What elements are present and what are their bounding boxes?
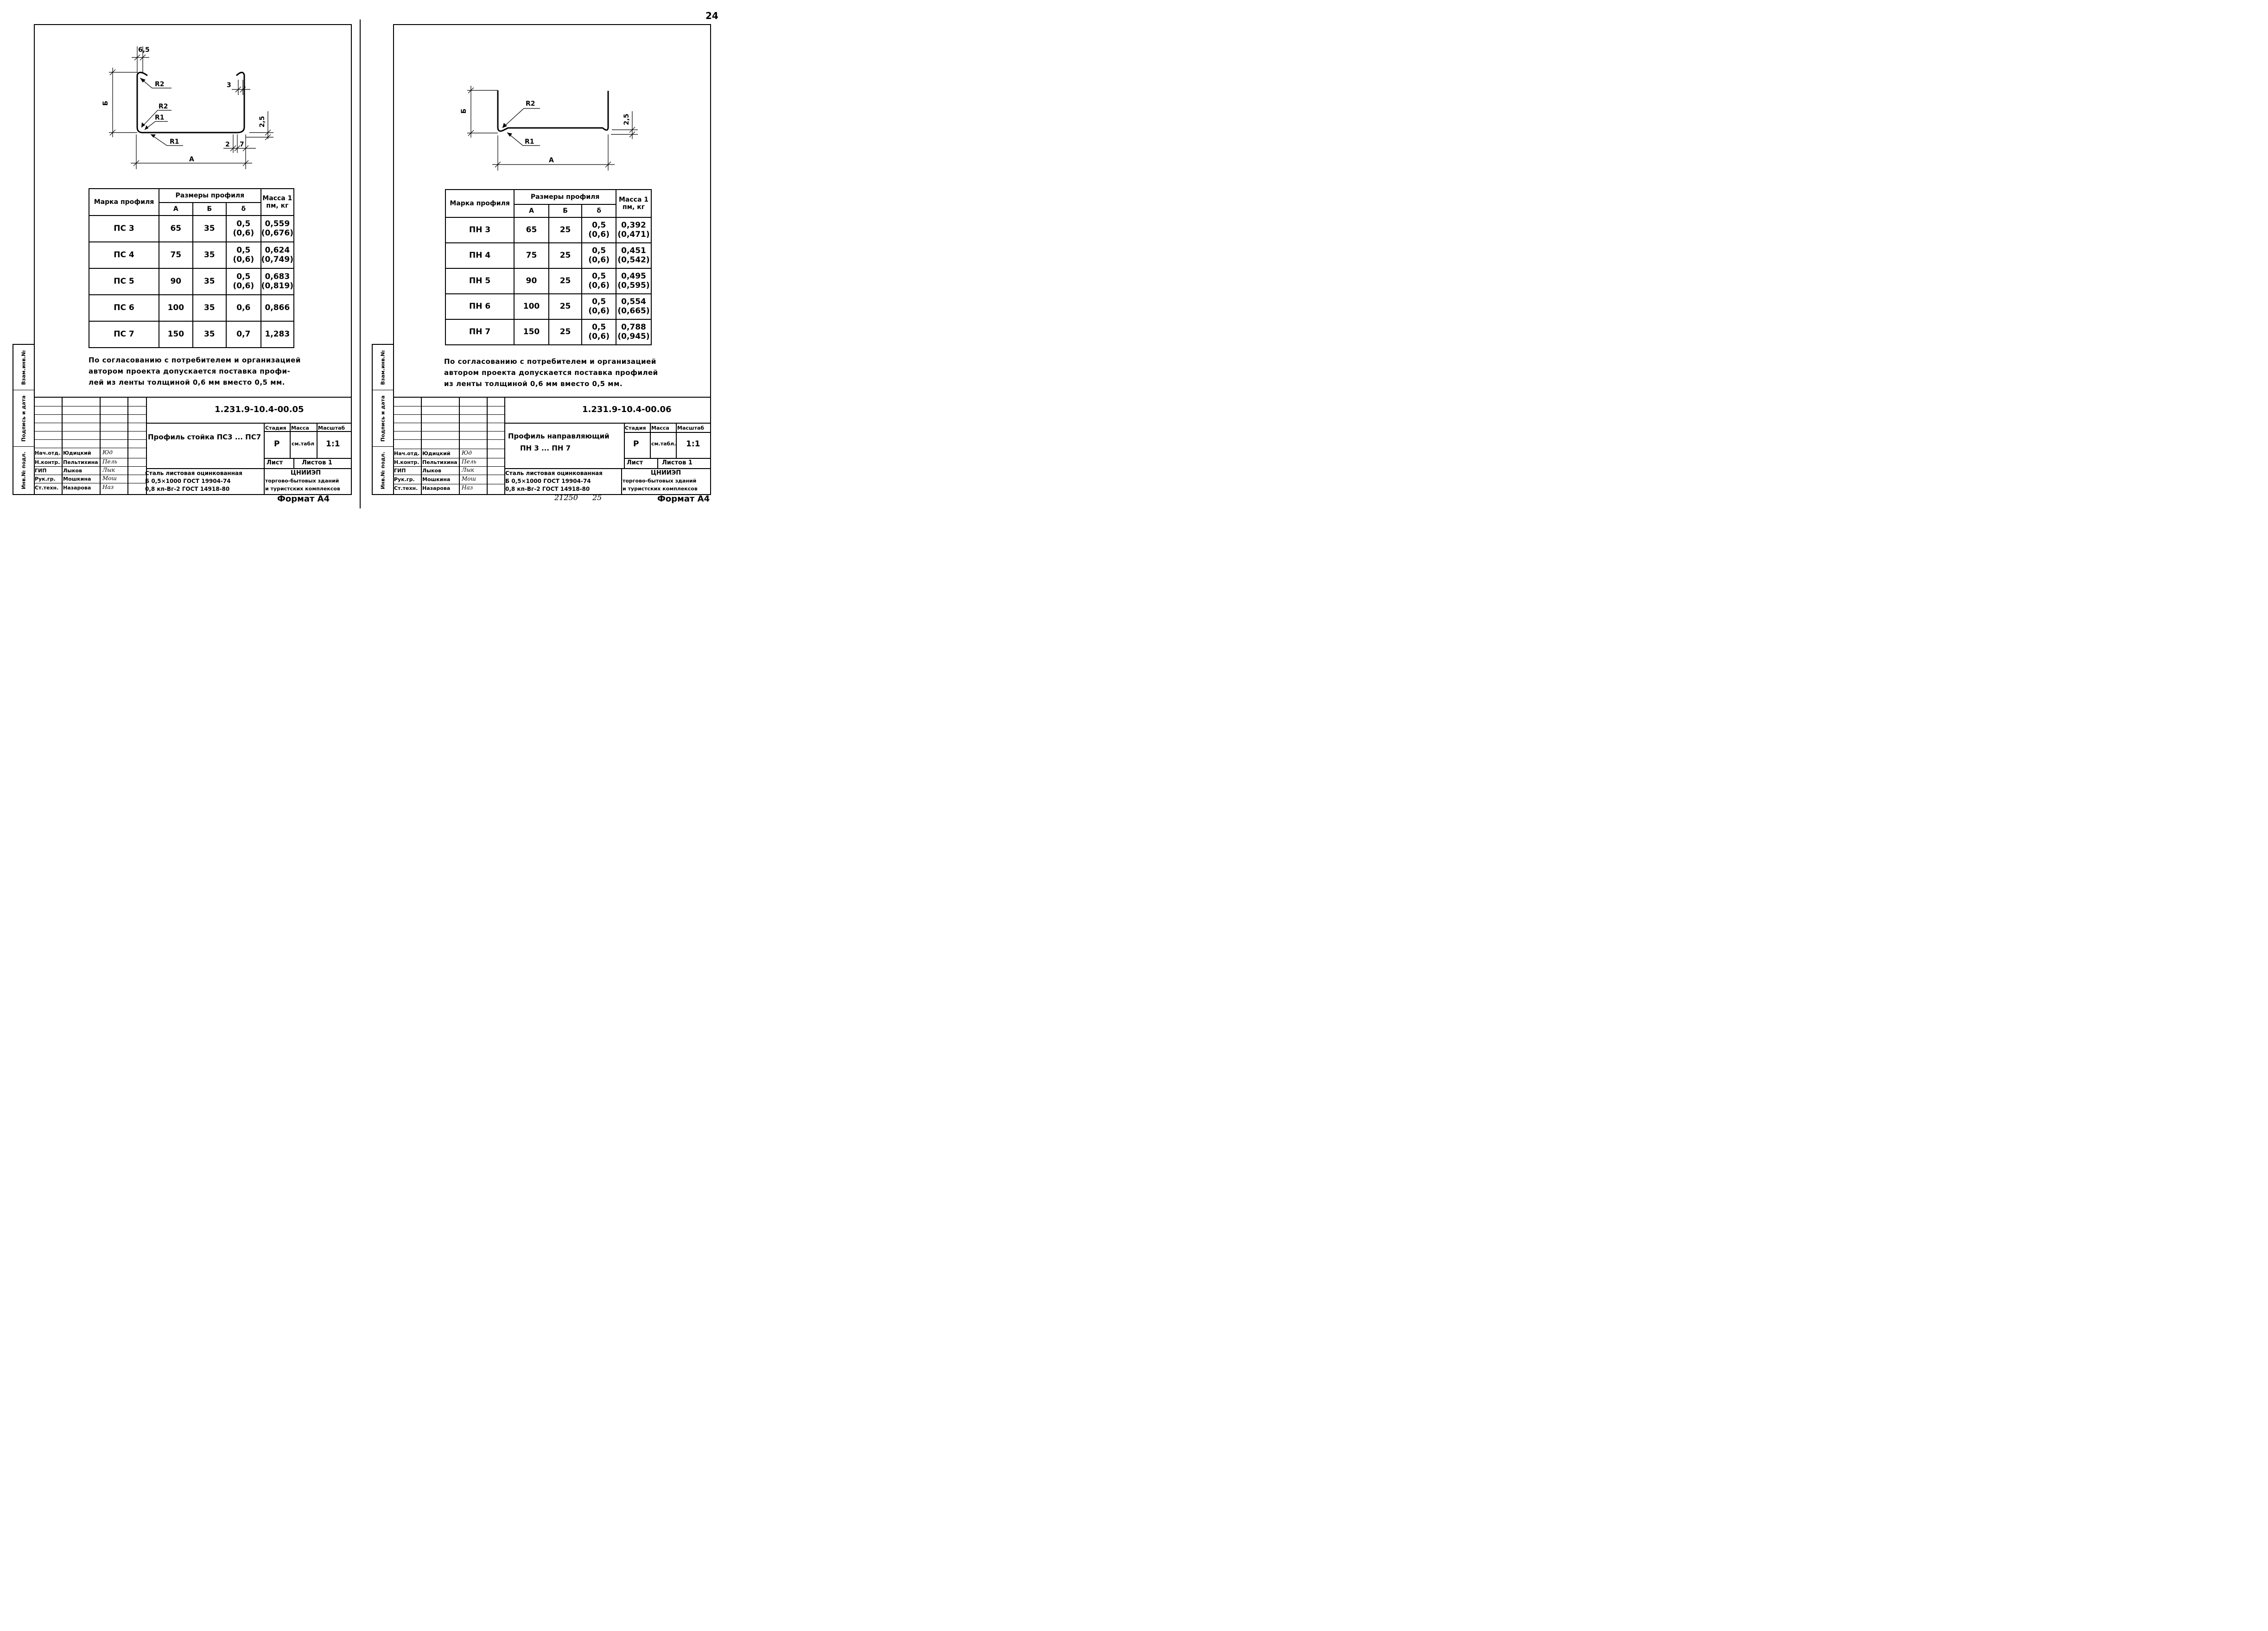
cell-thickness: 0,5 (0,6) bbox=[226, 268, 261, 295]
signature-1: Юд bbox=[462, 450, 472, 456]
role-4: Рук.гр. bbox=[35, 476, 56, 482]
mass-value: см.табл bbox=[292, 441, 315, 447]
doc-title: Профиль направляющий bbox=[508, 432, 610, 440]
col-header-b: Б bbox=[549, 204, 582, 217]
cell-mark: ПН 6 bbox=[445, 294, 514, 319]
role-1: Нач.отд. bbox=[394, 451, 420, 457]
col-header-a: А bbox=[514, 204, 549, 217]
cell-mass: 0,866 bbox=[261, 295, 294, 321]
material-line-2: Б 0,5×1000 ГОСТ 19904-74 bbox=[505, 478, 591, 484]
signature-2: Пель bbox=[102, 458, 117, 465]
dim-cut-a: 2 bbox=[225, 141, 230, 148]
doc-code: 1.231.9-10.4-00.05 bbox=[215, 405, 304, 414]
doc-title-2: ПН 3 ... ПН 7 bbox=[520, 444, 571, 452]
table-row bbox=[89, 268, 294, 295]
side-label-inv: Взам.инв.№ bbox=[20, 349, 27, 385]
material-line-1: Сталь листовая оцинкованная bbox=[505, 470, 603, 476]
profile-drawing-pn bbox=[0, 0, 725, 185]
cell-mark: ПС 7 bbox=[89, 321, 159, 348]
dim-cut-b: 7 bbox=[240, 141, 244, 148]
format-label: Формат А4 bbox=[657, 494, 710, 504]
cell-thickness: 0,6 bbox=[226, 295, 261, 321]
cell-a: 75 bbox=[514, 243, 549, 268]
role-2: Н.контр. bbox=[35, 459, 60, 465]
cell-mark: ПН 3 bbox=[445, 217, 514, 243]
table-row bbox=[445, 268, 651, 294]
cell-a: 90 bbox=[514, 268, 549, 294]
mass-value: см.табл. bbox=[651, 441, 676, 447]
table-row bbox=[89, 216, 294, 242]
org-line-2: торгово-бытовых зданий bbox=[623, 478, 697, 484]
table-row bbox=[89, 295, 294, 321]
name-1: Юдицкий bbox=[422, 451, 451, 457]
scale-label: Масштаб bbox=[677, 425, 705, 431]
org-line-3: и туристских комплексов bbox=[265, 486, 340, 492]
note-text: По согласованию с потребителем и организацией автором проекта допускается поставка профи- лей из ленты толщиной 0,6 мм вместо 0,5 мм. bbox=[89, 356, 301, 387]
stage-value: Р bbox=[274, 439, 280, 449]
mass-label: Масса bbox=[651, 425, 669, 431]
col-header-mass: Масса 1 пм, кг bbox=[616, 190, 651, 217]
title-block bbox=[393, 397, 710, 494]
cell-b: 25 bbox=[549, 217, 582, 243]
cell-mark: ПН 5 bbox=[445, 268, 514, 294]
col-header-b: Б bbox=[193, 203, 226, 216]
dim-width: А bbox=[189, 156, 194, 163]
org-line-1: ЦНИИЭП bbox=[651, 470, 681, 476]
role-5: Ст.техн. bbox=[394, 485, 418, 491]
table-row bbox=[445, 217, 651, 243]
scale-label: Масштаб bbox=[318, 425, 345, 431]
radius-bottom: R1 bbox=[525, 138, 534, 146]
dim-width: А bbox=[549, 157, 554, 164]
sheets-label: Листов 1 bbox=[302, 459, 332, 466]
cell-b: 25 bbox=[549, 268, 582, 294]
scale-value: 1:1 bbox=[686, 439, 700, 449]
name-3: Лыков bbox=[63, 468, 83, 474]
cell-thickness: 0,5 (0,6) bbox=[582, 217, 616, 243]
col-header-mark: Марка профиля bbox=[89, 189, 159, 216]
signature-4: Мош bbox=[462, 476, 476, 482]
col-header-mark: Марка профиля bbox=[445, 190, 514, 217]
name-4: Мошкина bbox=[63, 476, 91, 482]
dim-lip: 3 bbox=[227, 82, 231, 89]
cell-mass: 0,624 (0,749) bbox=[261, 242, 294, 268]
table-row bbox=[445, 319, 651, 345]
radius-inner-outer: R2 bbox=[159, 103, 168, 110]
side-label-sign: Подпись и дата bbox=[380, 395, 386, 442]
cell-a: 150 bbox=[159, 321, 193, 348]
cell-mass: 1,283 bbox=[261, 321, 294, 348]
title-block bbox=[34, 397, 351, 494]
col-header-mass: Масса 1 пм, кг bbox=[261, 189, 294, 216]
cell-a: 75 bbox=[159, 242, 193, 268]
doc-title: Профиль стойка ПС3 ... ПС7 bbox=[148, 433, 261, 441]
cell-mark: ПС 3 bbox=[89, 216, 159, 242]
cell-thickness: 0,5 (0,6) bbox=[226, 242, 261, 268]
profile-table bbox=[445, 189, 652, 345]
org-line-1: ЦНИИЭП bbox=[291, 470, 321, 476]
signature-2: Пель bbox=[462, 458, 476, 465]
table-row bbox=[445, 243, 651, 268]
signature-3: Лык bbox=[462, 467, 474, 473]
cell-thickness: 0,5 (0,6) bbox=[582, 294, 616, 319]
cell-b: 35 bbox=[193, 268, 226, 295]
role-3: ГИП bbox=[35, 468, 47, 474]
doc-code: 1.231.9-10.4-00.06 bbox=[582, 405, 672, 414]
dim-height: Б bbox=[102, 101, 109, 106]
signature-3: Лык bbox=[102, 467, 115, 473]
cell-mark: ПН 4 bbox=[445, 243, 514, 268]
sheets-label: Листов 1 bbox=[662, 459, 692, 466]
signature-5: Наз bbox=[462, 484, 473, 491]
signature-4: Мош bbox=[102, 475, 117, 482]
cell-a: 90 bbox=[159, 268, 193, 295]
col-header-sizes: Размеры профиля bbox=[159, 189, 261, 203]
dim-thickness: 2,5 bbox=[623, 114, 630, 125]
dim-thickness: 2,5 bbox=[259, 116, 266, 127]
cell-b: 25 bbox=[549, 319, 582, 345]
page-number: 24 bbox=[705, 10, 718, 21]
material-line-3: 0,8 кп-Вг-2 ГОСТ 14918-80 bbox=[145, 486, 230, 492]
cell-mass: 0,554 (0,665) bbox=[616, 294, 651, 319]
cell-mark: ПС 4 bbox=[89, 242, 159, 268]
cell-thickness: 0,5 (0,6) bbox=[582, 243, 616, 268]
sheet-label: Лист bbox=[267, 459, 283, 466]
cell-a: 65 bbox=[159, 216, 193, 242]
radius-inner: R1 bbox=[155, 114, 165, 121]
role-2: Н.контр. bbox=[394, 459, 419, 465]
side-stamp bbox=[13, 344, 34, 495]
sheet-label: Лист bbox=[627, 459, 643, 466]
cell-thickness: 0,5 (0,6) bbox=[226, 216, 261, 242]
mass-label: Масса bbox=[291, 425, 309, 431]
table-row bbox=[445, 294, 651, 319]
cell-a: 65 bbox=[514, 217, 549, 243]
stage-value: Р bbox=[633, 439, 639, 449]
cell-b: 35 bbox=[193, 321, 226, 348]
name-1: Юдицкий bbox=[63, 450, 91, 456]
stage-label: Стадия bbox=[265, 425, 286, 431]
side-label-orig: Инв.№ подл. bbox=[380, 451, 386, 489]
name-3: Лыков bbox=[422, 468, 442, 474]
col-header-sizes: Размеры профиля bbox=[514, 190, 616, 204]
profile-table bbox=[89, 188, 294, 348]
cell-b: 25 bbox=[549, 243, 582, 268]
table-row bbox=[89, 321, 294, 348]
cell-b: 35 bbox=[193, 216, 226, 242]
dim-height: Б bbox=[460, 108, 468, 114]
cell-mass: 0,559 (0,676) bbox=[261, 216, 294, 242]
name-5: Назарова bbox=[422, 485, 451, 491]
cell-mass: 0,495 (0,595) bbox=[616, 268, 651, 294]
cell-thickness: 0,5 (0,6) bbox=[582, 268, 616, 294]
col-header-t: δ bbox=[226, 203, 261, 216]
signature-5: Наз bbox=[102, 484, 114, 490]
side-label-sign: Подпись и дата bbox=[20, 395, 27, 442]
cell-mass: 0,683 (0,819) bbox=[261, 268, 294, 295]
dim-flange: 6,5 bbox=[138, 46, 150, 54]
stage-label: Стадия bbox=[625, 425, 646, 431]
role-1: Нач.отд. bbox=[35, 450, 61, 456]
cell-b: 35 bbox=[193, 242, 226, 268]
cell-mass: 0,451 (0,542) bbox=[616, 243, 651, 268]
scale-value: 1:1 bbox=[326, 439, 340, 449]
footer-sheet-number: 25 bbox=[592, 493, 602, 502]
org-line-2: торгово-бытовых зданий bbox=[265, 478, 339, 484]
col-header-t: δ bbox=[582, 204, 616, 217]
role-3: ГИП bbox=[394, 468, 406, 474]
col-header-a: А bbox=[159, 203, 193, 216]
side-label-orig: Инв.№ подл. bbox=[20, 451, 27, 489]
cell-a: 100 bbox=[514, 294, 549, 319]
table-row bbox=[89, 242, 294, 268]
signature-1: Юд bbox=[102, 449, 113, 456]
name-2: Пельтихина bbox=[422, 459, 457, 465]
cell-thickness: 0,5 (0,6) bbox=[582, 319, 616, 345]
side-stamp bbox=[372, 344, 393, 495]
name-4: Мошкина bbox=[422, 476, 451, 482]
footer-inv-number: 21250 bbox=[554, 493, 578, 502]
role-5: Ст.техн. bbox=[35, 485, 59, 491]
material-line-2: Б 0,5×1000 ГОСТ 19904-74 bbox=[145, 478, 231, 484]
radius-outer: R1 bbox=[170, 138, 179, 146]
side-label-inv: Взам.инв.№ bbox=[380, 349, 386, 385]
name-5: Назарова bbox=[63, 485, 91, 491]
note-text: По согласованию с потребителем и организацией автором проекта допускается поставка профилей из ленты толщиной 0,6 мм вместо 0,5 мм. bbox=[444, 357, 658, 388]
material-line-1: Сталь листовая оцинкованная bbox=[145, 470, 242, 476]
cell-thickness: 0,7 bbox=[226, 321, 261, 348]
role-4: Рук.гр. bbox=[394, 476, 415, 482]
name-2: Пельтихина bbox=[63, 459, 98, 465]
cell-mass: 0,392 (0,471) bbox=[616, 217, 651, 243]
org-line-3: и туристских комплексов bbox=[623, 486, 698, 492]
cell-b: 25 bbox=[549, 294, 582, 319]
cell-mass: 0,788 (0,945) bbox=[616, 319, 651, 345]
cell-a: 100 bbox=[159, 295, 193, 321]
radius-top: R2 bbox=[526, 100, 535, 108]
cell-mark: ПН 7 bbox=[445, 319, 514, 345]
cell-mark: ПС 6 bbox=[89, 295, 159, 321]
material-line-3: 0,8 кп-Вг-2 ГОСТ 14918-80 bbox=[505, 486, 590, 492]
cell-mark: ПС 5 bbox=[89, 268, 159, 295]
cell-a: 150 bbox=[514, 319, 549, 345]
cell-b: 35 bbox=[193, 295, 226, 321]
format-label: Формат А4 bbox=[277, 494, 330, 504]
radius-top: R2 bbox=[155, 81, 165, 88]
